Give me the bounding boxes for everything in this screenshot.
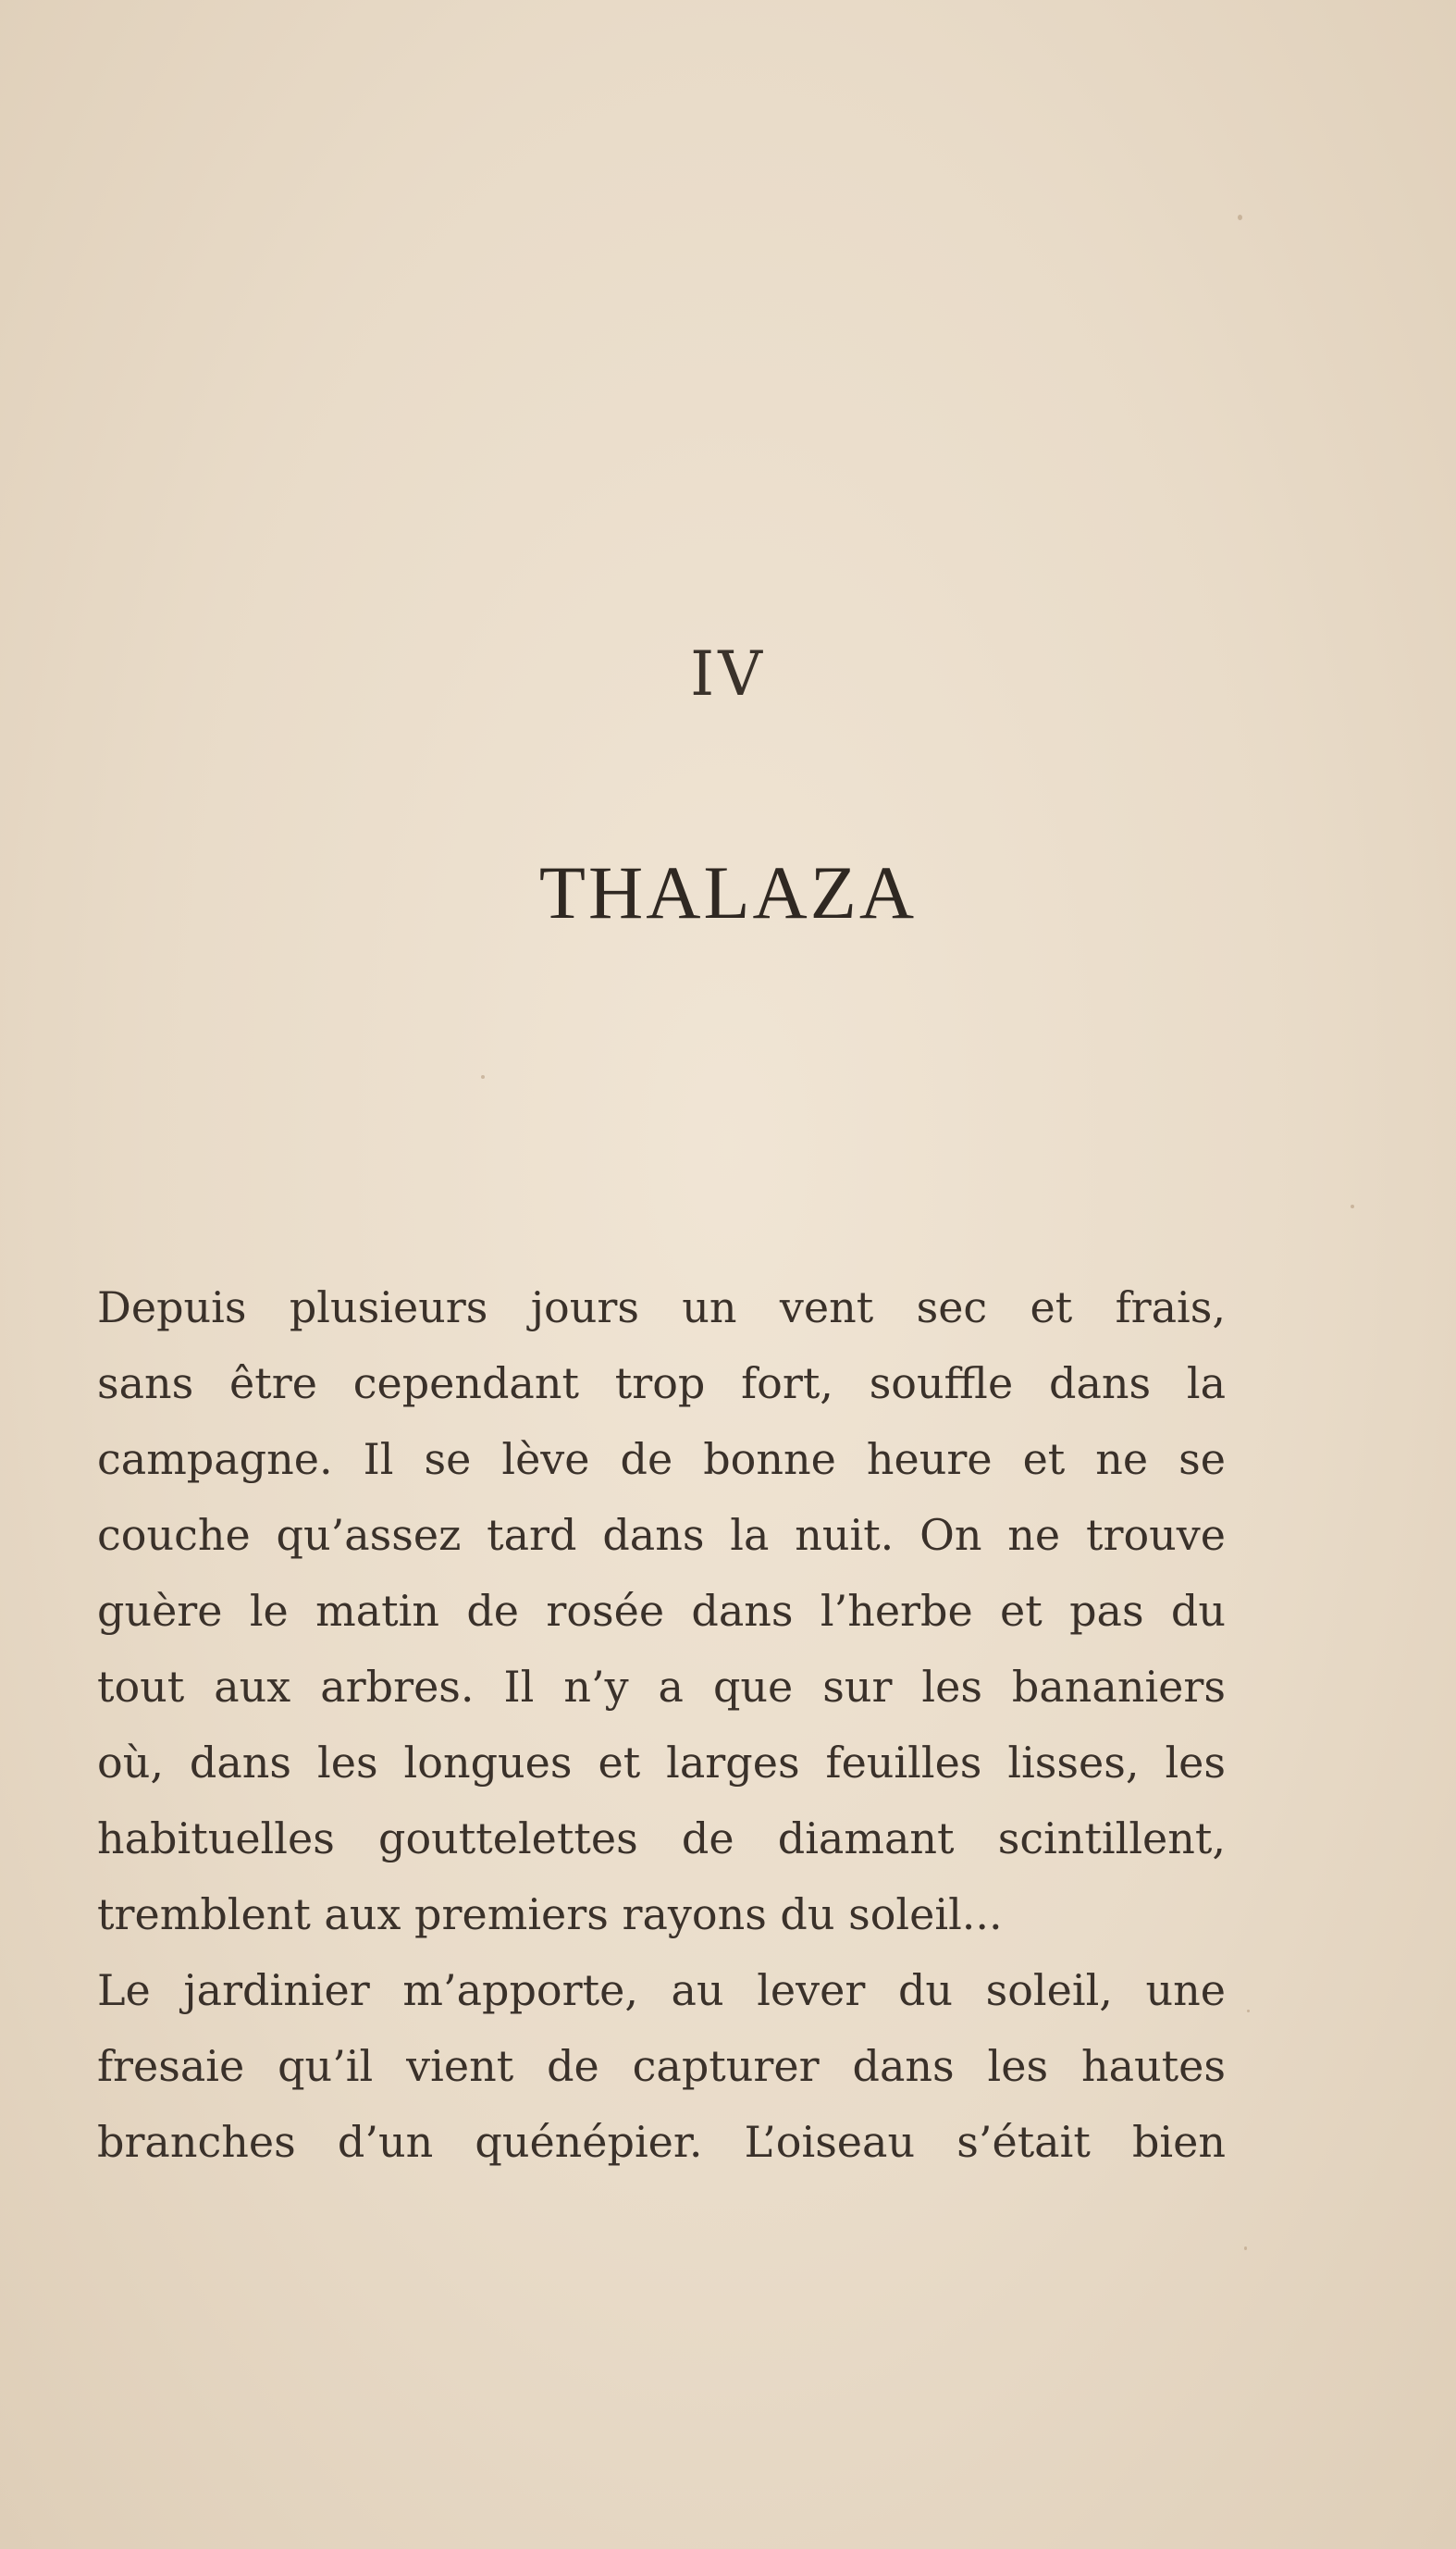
text-line: sans être cependant trop fort, souffle dans la [97, 1358, 1226, 1408]
chapter-number: IV [690, 638, 766, 710]
text-line: fresaie qu’il vient de capturer dans les hautes [97, 2041, 1226, 2091]
text-line: habituelles gouttelettes de diamant scintillent, [97, 1813, 1226, 1863]
paragraph [97, 1952, 1226, 2180]
paper-speck [1238, 215, 1242, 220]
text-line: branches d’un quénépier. L’oiseau s’était bien [97, 2117, 1226, 2167]
chapter-body [97, 1269, 1226, 2180]
text-line: guère le matin de rosée dans l’herbe et pas du [97, 1586, 1226, 1636]
paragraph [97, 1269, 1226, 1952]
paper-speck [1247, 2010, 1250, 2012]
text-line: tremblent aux premiers rayons du soleil... [97, 1889, 1003, 1939]
paper-speck [1244, 2246, 1247, 2250]
text-line: tout aux arbres. Il n’y a que sur les bananiers [97, 1662, 1226, 1712]
paper-speck [1351, 1205, 1354, 1208]
text-line: couche qu’assez tard dans la nuit. On ne trouve [97, 1510, 1226, 1560]
chapter-title: THALAZA [538, 850, 918, 934]
text-line: campagne. Il se lève de bonne heure et ne se [97, 1434, 1226, 1484]
paper-speck [481, 1075, 485, 1079]
text-line: Depuis plusieurs jours un vent sec et frais, [97, 1282, 1226, 1332]
text-line: Le jardinier m’apporte, au lever du soleil, une [97, 1965, 1226, 2015]
text-line: où, dans les longues et larges feuilles lisses, les [97, 1738, 1226, 1788]
